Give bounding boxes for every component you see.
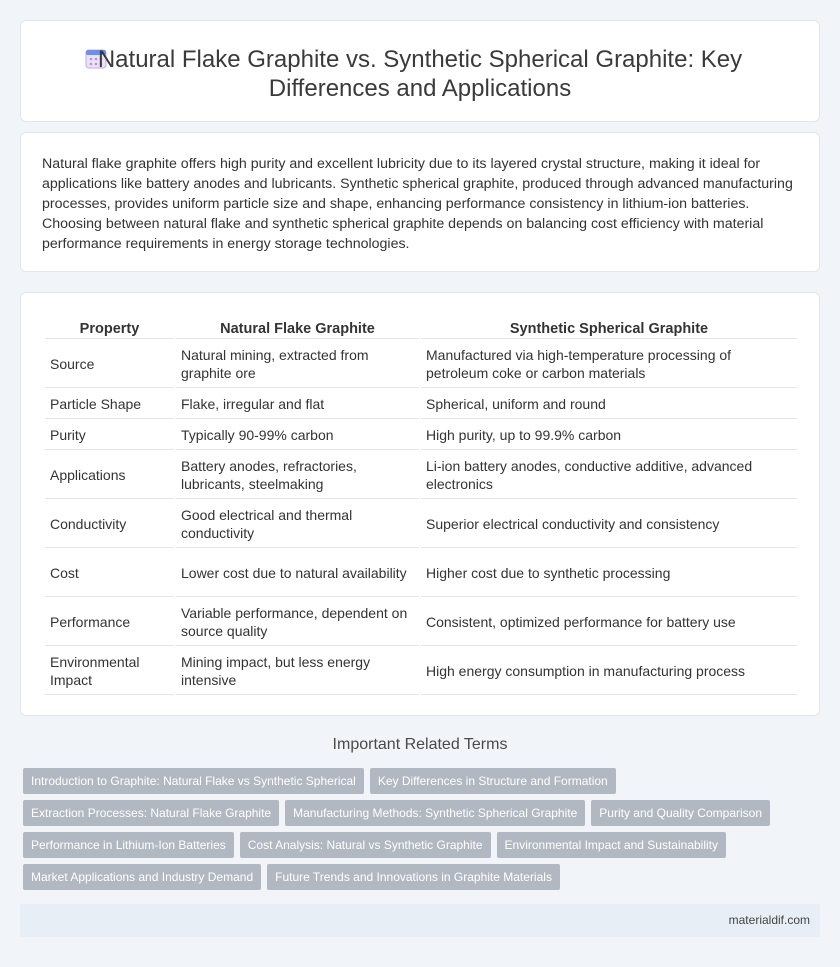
related-term-tag[interactable]: Purity and Quality Comparison <box>591 800 770 826</box>
table-cell: Conductivity <box>45 501 174 548</box>
tag-row <box>23 768 823 794</box>
table-cell: Higher cost due to synthetic processing <box>421 550 797 597</box>
table-row <box>45 648 797 695</box>
page-title: Natural Flake Graphite vs. Synthetic Spherical Graphite: Key Differences and Applications <box>97 46 743 102</box>
table-cell: High energy consumption in manufacturing process <box>421 648 797 695</box>
table-cell: Typically 90-99% carbon <box>176 421 419 450</box>
column-header: Synthetic Spherical Graphite <box>421 317 797 339</box>
related-terms-title: Important Related Terms <box>332 736 508 753</box>
table-cell: Flake, irregular and flat <box>176 390 419 419</box>
table-cell: Source <box>45 341 174 388</box>
table-cell: Performance <box>45 599 174 646</box>
table-cell: Variable performance, dependent on source quality <box>176 599 419 646</box>
related-term-tag[interactable]: Manufacturing Methods: Synthetic Spherical Graphite <box>285 800 585 826</box>
table-cell: Applications <box>45 452 174 499</box>
column-header: Property <box>45 317 174 339</box>
tag-row <box>23 800 823 826</box>
table-row <box>45 421 797 450</box>
related-term-tag[interactable]: Future Trends and Innovations in Graphite Materials <box>267 864 560 890</box>
comparison-table-card <box>20 292 820 716</box>
table-row <box>45 550 797 597</box>
table-header-row <box>45 317 797 339</box>
table-row <box>45 341 797 388</box>
table-cell: High purity, up to 99.9% carbon <box>421 421 797 450</box>
table-cell: Lower cost due to natural availability <box>176 550 419 597</box>
table-cell: Consistent, optimized performance for battery use <box>421 599 797 646</box>
column-header: Natural Flake Graphite <box>176 317 419 339</box>
related-term-tag[interactable]: Key Differences in Structure and Formation <box>370 768 616 794</box>
table-cell: Superior electrical conductivity and consistency <box>421 501 797 548</box>
tag-row <box>23 864 823 890</box>
table-cell: Li-ion battery anodes, conductive additive, advanced electronics <box>421 452 797 499</box>
related-term-tag[interactable]: Introduction to Graphite: Natural Flake vs Synthetic Spherical <box>23 768 364 794</box>
related-terms-tags <box>23 768 823 896</box>
intro-card <box>20 132 820 272</box>
tag-row <box>23 832 823 858</box>
table-cell: Battery anodes, refractories, lubricants, steelmaking <box>176 452 419 499</box>
intro-paragraph: Natural flake graphite offers high purity and excellent lubricity due to its layered crystal structure, making it ideal for applications like battery anodes and lubricants. Synthetic spherical graphite, produced through advanced manufacturing processes, provides uniform particle size and shape, enhancing performance consistency in lithium-ion batteries. Choosing between natural flake and synthetic spherical graphite depends on balancing cost efficiency with material performance requirements in energy storage technologies. <box>42 156 793 252</box>
table-cell: Environmental Impact <box>45 648 174 695</box>
footer-site-link[interactable]: materialdif.com <box>728 913 810 927</box>
related-term-tag[interactable]: Extraction Processes: Natural Flake Graphite <box>23 800 279 826</box>
table-row <box>45 599 797 646</box>
table-row <box>45 390 797 419</box>
table-row <box>45 452 797 499</box>
related-term-tag[interactable]: Market Applications and Industry Demand <box>23 864 261 890</box>
table-cell: Purity <box>45 421 174 450</box>
table-cell: Cost <box>45 550 174 597</box>
related-term-tag[interactable]: Environmental Impact and Sustainability <box>497 832 726 858</box>
comparison-table <box>43 315 799 697</box>
title-card <box>20 20 820 122</box>
table-row <box>45 501 797 548</box>
table-cell: Mining impact, but less energy intensive <box>176 648 419 695</box>
related-term-tag[interactable]: Cost Analysis: Natural vs Synthetic Graphite <box>240 832 491 858</box>
table-cell: Manufactured via high-temperature processing of petroleum coke or carbon materials <box>421 341 797 388</box>
related-term-tag[interactable]: Performance in Lithium-Ion Batteries <box>23 832 234 858</box>
table-cell: Particle Shape <box>45 390 174 419</box>
table-cell: Natural mining, extracted from graphite ore <box>176 341 419 388</box>
table-cell: Spherical, uniform and round <box>421 390 797 419</box>
table-cell: Good electrical and thermal conductivity <box>176 501 419 548</box>
footer <box>20 904 820 937</box>
